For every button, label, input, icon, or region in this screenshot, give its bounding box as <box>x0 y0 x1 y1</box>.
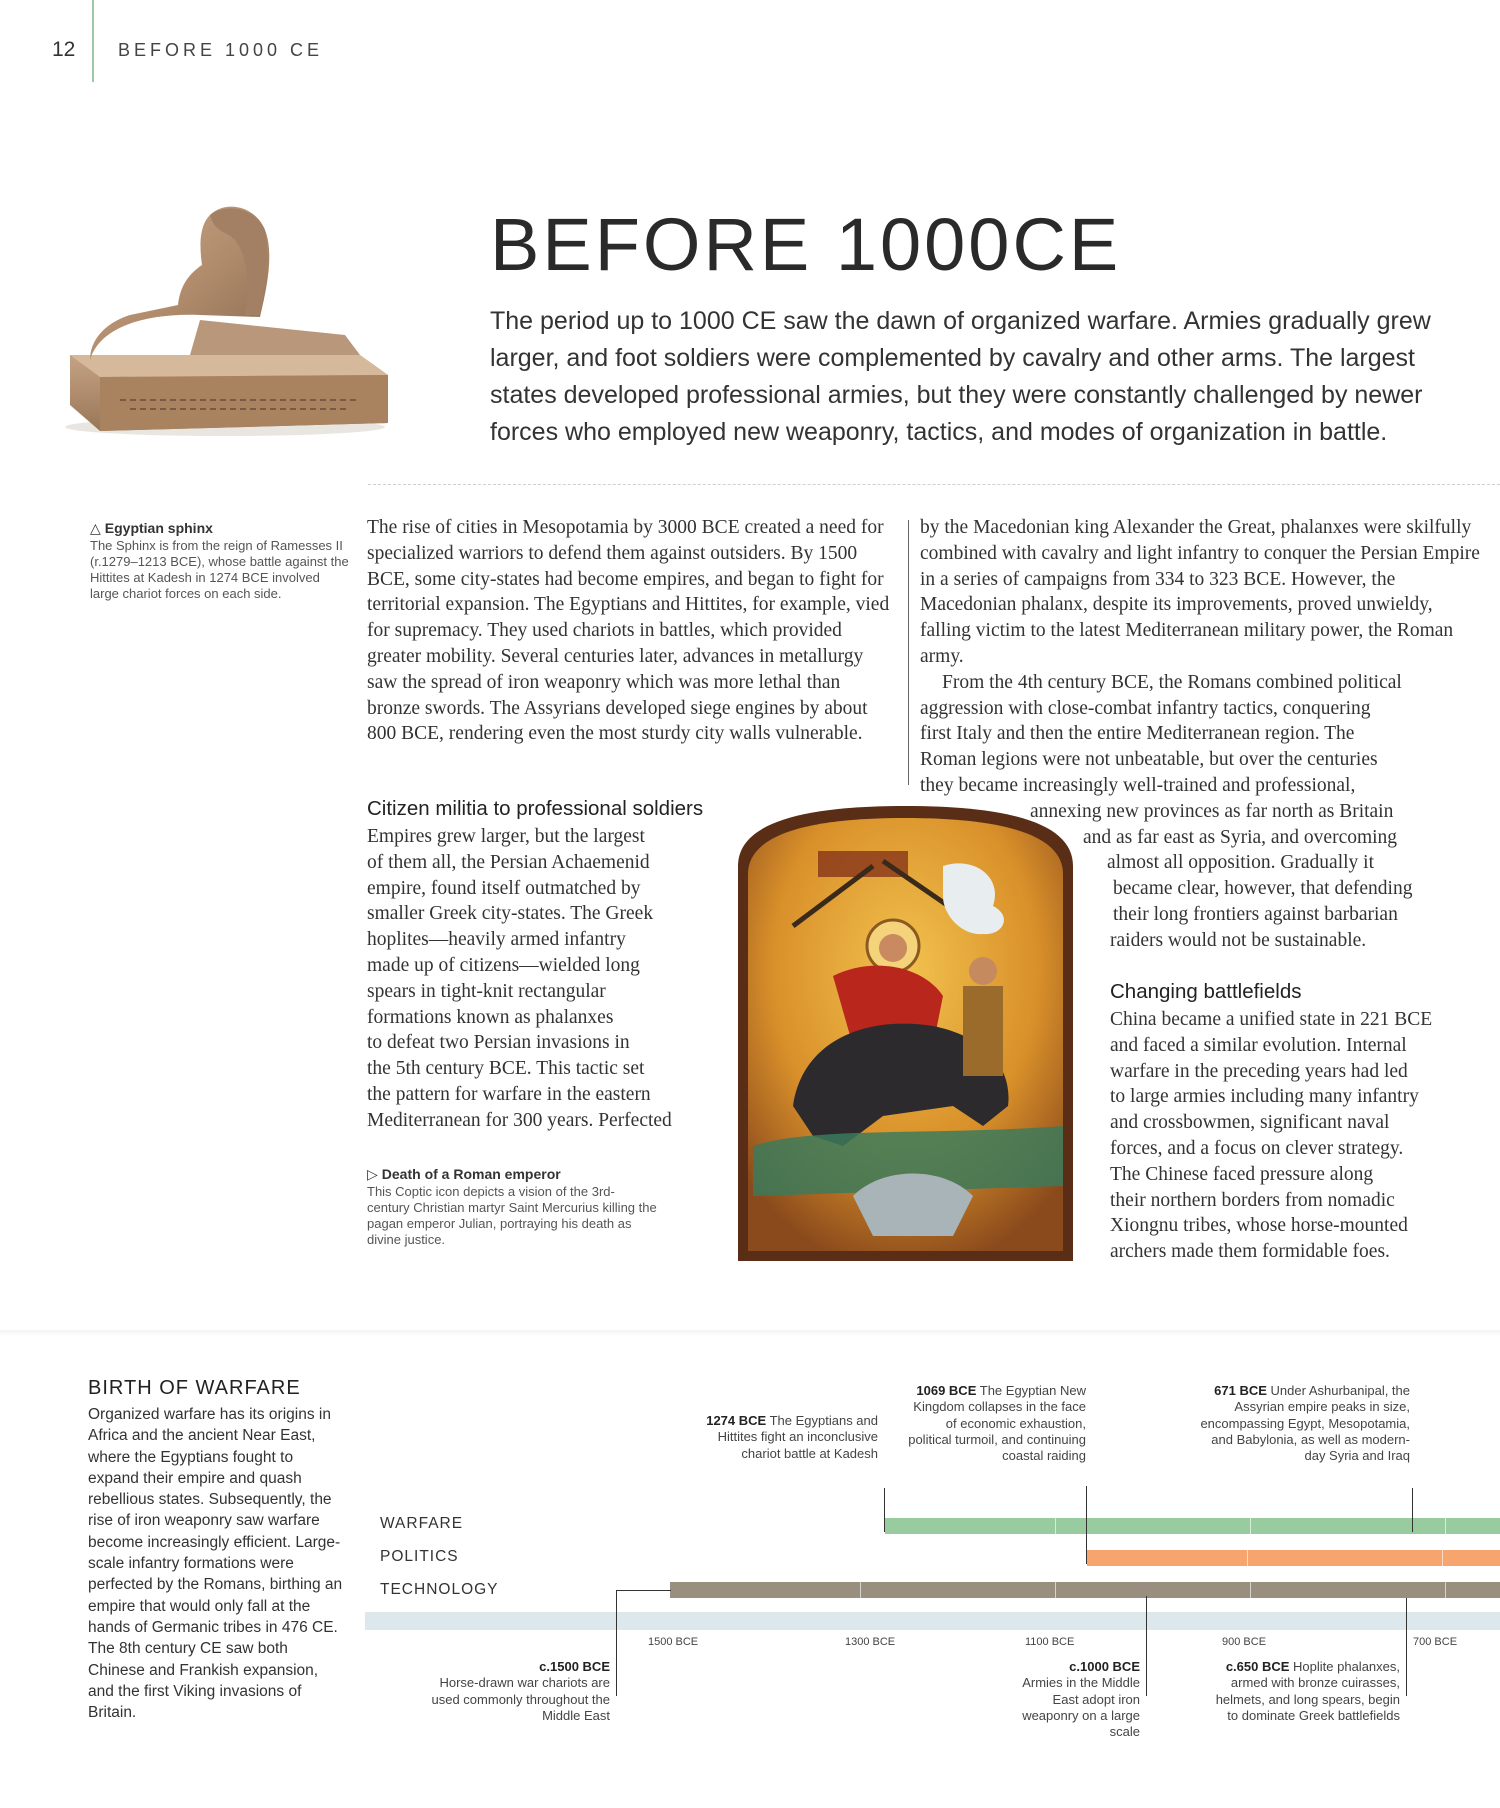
timeline-tick-1500: 1500 BCE <box>648 1636 699 1648</box>
bar-tick <box>1250 1518 1251 1534</box>
timeline-event-671: 671 BCE Under Ashurbanipal, the Assyrian empire peaks in size, encompassing Egypt, Mesopotamia, and Babylonia, as well as modern-day Syria and Iraq <box>1200 1383 1410 1464</box>
connector-1500 <box>616 1590 617 1696</box>
text-line: aggression with close-combat infantry tactics, conquering <box>920 697 1371 719</box>
intro-divider <box>368 484 1500 485</box>
bottom-band <box>0 1330 1500 1336</box>
text-line: to large armies including many infantry <box>1110 1086 1419 1108</box>
text-line: became clear, however, that defending <box>1113 878 1413 900</box>
connector-1274 <box>884 1488 885 1532</box>
column-divider <box>908 520 909 785</box>
bar-tick <box>1445 1518 1446 1534</box>
warfare-bar <box>885 1518 1500 1534</box>
egyptian-sphinx-image <box>60 195 395 440</box>
text-line: and faced a similar evolution. Internal <box>1110 1034 1407 1056</box>
connector-1069 <box>1086 1486 1087 1564</box>
text-line: Xiongnu tribes, whose horse-mounted <box>1110 1215 1408 1237</box>
changing-battlefields-paragraph <box>1110 1007 1470 1265</box>
coptic-icon-image <box>733 806 1078 1268</box>
timeline-label-politics: POLITICS <box>380 1548 459 1565</box>
text-line: forces, and a focus on clever strategy. <box>1110 1137 1404 1159</box>
text-line: their northern borders from nomadic <box>1110 1189 1395 1211</box>
bar-tick <box>1055 1518 1056 1534</box>
running-head: BEFORE 1000 CE <box>118 40 324 60</box>
text-line: their long frontiers against barbarian <box>1113 903 1398 925</box>
header-rule <box>92 0 94 82</box>
timeline-event-650: c.650 BCE Hoplite phalanxes, armed with bronze cuirasses, helmets, and long spears, begin to dominate Greek battlefields <box>1215 1659 1400 1723</box>
text-line: and crossbowmen, significant naval <box>1110 1112 1390 1134</box>
subheading-citizen-militia: Citizen militia to professional soldiers <box>367 797 704 820</box>
icon-caption-title: ▷ Death of a Roman emperor <box>367 1166 561 1182</box>
text-line: and as far east as Syria, and overcoming <box>1083 826 1398 848</box>
connector-671 <box>1412 1488 1413 1532</box>
text-line: smaller Greek city-states. The Greek <box>367 903 654 925</box>
text-line: archers made them formidable foes. <box>1110 1241 1390 1263</box>
text-line: hoplites—heavily armed infantry <box>367 929 626 951</box>
text-line: annexing new provinces as far north as Britain <box>1030 800 1394 822</box>
page-title: BEFORE 1000CE <box>490 203 1122 286</box>
bar-tick <box>1247 1550 1248 1566</box>
text-line: to defeat two Persian invasions in <box>367 1032 630 1054</box>
text-line: Mediterranean for 300 years. Perfected <box>367 1109 672 1131</box>
text-line: warfare in the preceding years had led <box>1110 1060 1408 1082</box>
text-line: Empires grew larger, but the largest <box>367 826 645 847</box>
triangle-up-icon: △ <box>90 520 101 536</box>
timeline-tick-700: 700 BCE <box>1413 1636 1458 1648</box>
timeline-label-technology: TECHNOLOGY <box>380 1581 499 1598</box>
timeline-label-warfare: WARFARE <box>380 1515 464 1532</box>
connector-1500-h <box>616 1590 671 1591</box>
connector-650 <box>1406 1598 1407 1696</box>
text-line: formations known as phalanxes <box>367 1006 614 1028</box>
body-column-2-paragraph-1: by the Macedonian king Alexander the Great, phalanxes were skilfully combined with cavalry and light infantry to conquer the Persian Empire in a series of campaigns from 334 to 323 BCE. However, the Macedonian phalanx, despite its improvements, proved unwieldy, falling victim to the latest Mediterranean military power, the Roman army. <box>920 517 1480 667</box>
timeline-tick-900: 900 BCE <box>1222 1636 1267 1648</box>
bar-tick <box>1445 1582 1446 1598</box>
text-line: raiders would not be sustainable. <box>1110 929 1367 951</box>
intro-paragraph: The period up to 1000 CE saw the dawn of organized warfare. Armies gradually grew larger, and foot soldiers were complemented by cavalry and other arms. The largest states developed professional armies, but they were constantly challenged by newer forces who employed new weaponry, tactics, and modes of organization in battle. <box>490 307 1431 446</box>
timeline-tick-1100: 1100 BCE <box>1025 1636 1075 1648</box>
text-line: Roman legions were not unbeatable, but over the centuries <box>920 749 1378 771</box>
sphinx-caption-text: The Sphinx is from the reign of Ramesses II (r.1279–1213 BCE), whose battle against the Hittites at Kadesh in 1274 BCE involved large chariot forces on each side. <box>90 538 349 601</box>
citizen-militia-paragraph <box>367 824 712 1134</box>
icon-caption <box>367 1166 657 1248</box>
technology-bar <box>670 1582 1500 1598</box>
timeline-event-1500: c.1500 BCE Horse-drawn war chariots are used commonly throughout the Middle East <box>431 1659 610 1723</box>
text-line: the 5th century BCE. This tactic set <box>367 1058 645 1080</box>
birth-of-warfare-heading: BIRTH OF WARFARE <box>88 1377 301 1399</box>
timeline-tick-1300: 1300 BCE <box>845 1636 896 1648</box>
bar-tick <box>1250 1582 1251 1598</box>
text-line: made up of citizens—wielded long <box>367 954 640 976</box>
page-number: 12 <box>52 38 76 61</box>
text-line: first Italy and then the entire Mediterranean region. The <box>920 723 1355 745</box>
timeline-event-1274: 1274 BCE The Egyptians and Hittites fight an inconclusive chariot battle at Kadesh <box>706 1413 878 1461</box>
triangle-right-icon: ▷ <box>367 1166 378 1182</box>
text-line: spears in tight-knit rectangular <box>367 980 606 1002</box>
connector-1000 <box>1146 1596 1147 1696</box>
bar-tick <box>1442 1550 1443 1566</box>
text-line: China became a unified state in 221 BCE <box>1110 1009 1433 1030</box>
birth-of-warfare-text: Organized warfare has its origins in Africa and the ancient Near East, where the Egyptians fought to expand their empire and quash rebellious states. Subsequently, the rise of iron weaponry saw warfare become increasingly efficient. Large-scale infantry formations were perfected by the Romans, birthing an empire that would only fall at the hands of Germanic tribes in 476 CE. The 8th century CE saw both Chinese and Frankish expansion, and the first Viking invasions of Britain. <box>88 1406 343 1722</box>
bar-tick <box>1055 1582 1056 1598</box>
icon-caption-text: This Coptic icon depicts a vision of the 3rd-century Christian martyr Saint Mercurius killing the pagan emperor Julian, portraying his death as divine justice. <box>367 1184 657 1247</box>
politics-bar <box>1087 1550 1500 1566</box>
text-line: empire, found itself outmatched by <box>367 877 641 899</box>
subheading-changing-battlefields: Changing battlefields <box>1110 980 1302 1003</box>
text-line: The Chinese faced pressure along <box>1110 1163 1374 1185</box>
timeline-event-1069: 1069 BCE The Egyptian New Kingdom collapses in the face of economic exhaustion, political turmoil, and continuing coastal raiding <box>908 1383 1086 1464</box>
timeline-event-1000: c.1000 BCE Armies in the Middle East adopt iron weaponry on a large scale <box>1022 1659 1140 1740</box>
sphinx-caption-title: △ Egyptian sphinx <box>90 520 213 536</box>
bar-tick <box>860 1582 861 1598</box>
body-column-1-paragraph: The rise of cities in Mesopotamia by 3000 BCE created a need for specialized warriors to defend them against outsiders. By 1500 BCE, some city-states had become empires, and began to fight for territorial expansion. The Egyptians and Hittites, for example, vied for supremacy. They used chariots in battles, which provided greater mobility. Several centuries later, advances in metallurgy saw the spread of iron weaponry which was more lethal than bronze swords. The Assyrians developed siege engines by about 800 BCE, rendering even the most sturdy city walls vulnerable. <box>367 517 890 745</box>
text-line: of them all, the Persian Achaemenid <box>367 851 650 873</box>
text-line: From the 4th century BCE, the Romans combined political <box>942 671 1402 693</box>
text-line: almost all opposition. Gradually it <box>1107 852 1375 874</box>
text-line: they became increasingly well-trained and professional, <box>920 774 1356 796</box>
timeline-axis <box>365 1612 1500 1630</box>
text-line: the pattern for warfare in the eastern <box>367 1083 651 1105</box>
sphinx-caption <box>90 520 350 602</box>
